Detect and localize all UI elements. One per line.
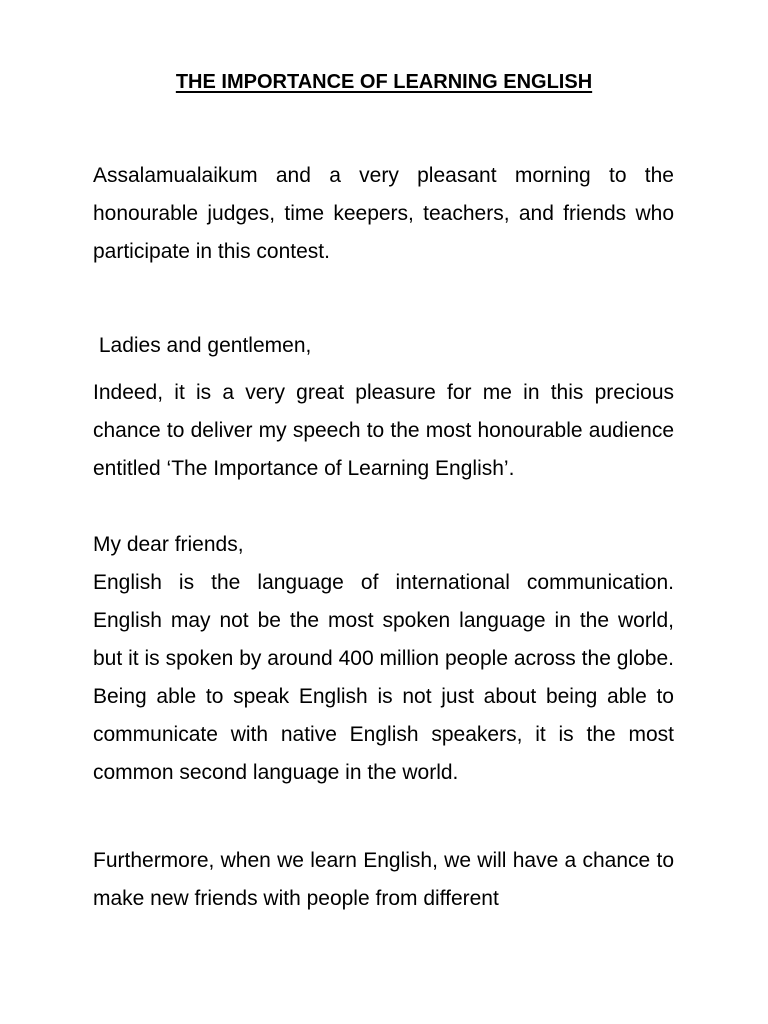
document-title: THE IMPORTANCE OF LEARNING ENGLISH: [175, 71, 593, 93]
paragraph-salutation-friends: My dear friends,: [93, 533, 244, 556]
paragraph-new-friends: Furthermore, when we learn English, we will have a chance to make new friends with people from different: [93, 849, 674, 910]
paragraph-introduction: Indeed, it is a very great pleasure for me in this precious chance to deliver my speech to the most honourable audience entitled ‘The Importance of Learning English’.: [93, 381, 674, 480]
paragraph-salutation-ladies: Ladies and gentlemen,: [93, 334, 312, 357]
paragraph-greeting: Assalamualaikum and a very pleasant morning to the honourable judges, time keepers, teachers, and friends who participate in this contest.: [93, 164, 674, 263]
paragraph-international-communication: English is the language of international communication. English may not be the most spoken language in the world, but it is spoken by around 400 million people across the globe. Being able to speak English is not just about being able to communicate with native English speakers, it is the most common second language in the world.: [93, 571, 674, 784]
